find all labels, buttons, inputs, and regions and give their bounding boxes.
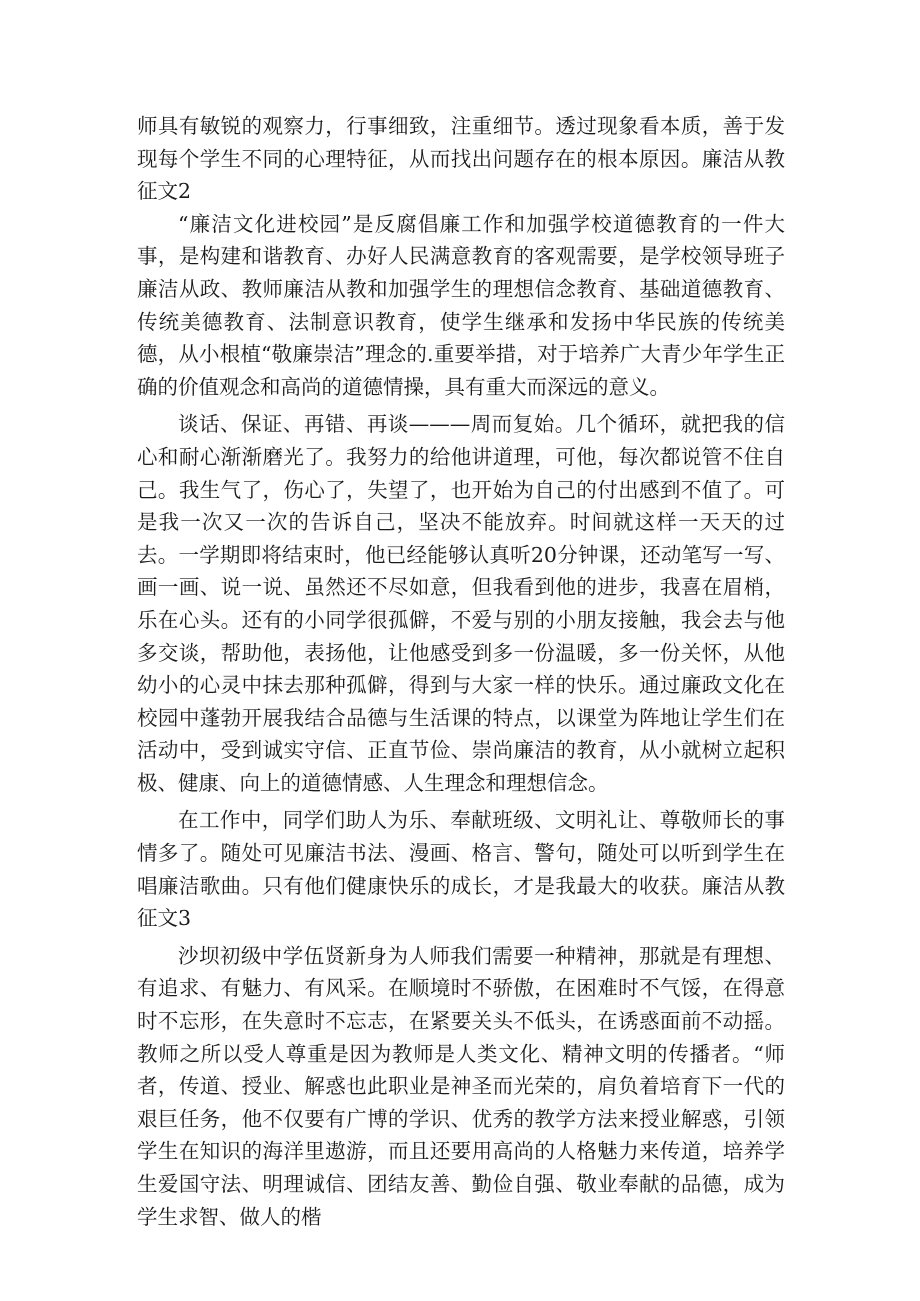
paragraph-continuation: 师具有敏锐的观察力，行事细致，注重细节。透过现象看本质，善于发现每个学生不同的心理特征，从而找出问题存在的根本原因。廉洁从教征文2 — [137, 114, 785, 204]
paragraph-teacher-spirit: 沙坝初级中学伍贤新身为人师我们需要一种精神，那就是有理想、有追求、有魅力、有风采。在顺境时不骄傲，在困难时不气馁，在得意时不忘形，在失意时不忘志，在紧要关头不低头，在诱惑面前不动摇。教师之所以受人尊重是因为教师是人类文化、精神文明的传播者。“师者，传道、授业、解惑也此职业是神圣而光荣的，肩负着培育下一代的艰巨任务，他不仅要有广博的学识、优秀的教学方法来授业解惑，引领学生在知识的海洋里遨游，而且还要用高尚的人格魅力来传道，培养学生爱国守法、明理诚信、团结友善、勤俭自强、敬业奉献的品德，成为学生求智、做人的楷 — [137, 943, 785, 1229]
paragraph-work-results: 在工作中，同学们助人为乐、奉献班级、文明礼让、尊敬师长的事情多了。随处可见廉洁书法、漫画、格言、警句，随处可以听到学生在唱廉洁歌曲。只有他们健康快乐的成长，才是我最大的收获。廉洁从教征文3 — [137, 808, 785, 931]
paragraph-campus-integrity-culture: “廉洁文化进校园”是反腐倡廉工作和加强学校道德教育的一件大事，是构建和谐教育、办好人民满意教育的客观需要，是学校领导班子廉洁从政、教师廉洁从教和加强学生的理想信念教育、基础道德教育、传统美德教育、法制意识教育，使学生继承和发扬中华民族的传统美德，从小根植“敬廉崇洁”理念的.重要举措，对于培养广大青少年学生正确的价值观念和高尚的道德情操，具有重大而深远的意义。 — [137, 211, 785, 399]
paragraph-student-story: 谈话、保证、再错、再谈———周而复始。几个循环，就把我的信心和耐心渐渐磨光了。我努力的给他讲道理，可他，每次都说管不住自己。我生气了，伤心了，失望了，也开始为自己的付出感到不值了。可是我一次又一次的告诉自己，坚决不能放弃。时间就这样一天天的过去。一学期即将结束时，他已经能够认真听20分钟课，还动笔写一写、画一画、说一说、虽然还不尽如意，但我看到他的进步，我喜在眉梢，乐在心头。还有的小同学很孤僻，不爱与别的小朋友接触，我会去与他多交谈，帮助他，表扬他，让他感受到多一份温暖，多一份关怀，从他幼小的心灵中抹去那种孤僻，得到与大家一样的快乐。通过廉政文化在校园中蓬勃开展我结合品德与生活课的特点，以课堂为阵地让学生们在活动中，受到诚实守信、正直节俭、崇尚廉洁的教育，从小就树立起积极、健康、向上的道德情感、人生理念和理想信念。 — [137, 412, 785, 795]
document-body — [137, 110, 785, 1233]
